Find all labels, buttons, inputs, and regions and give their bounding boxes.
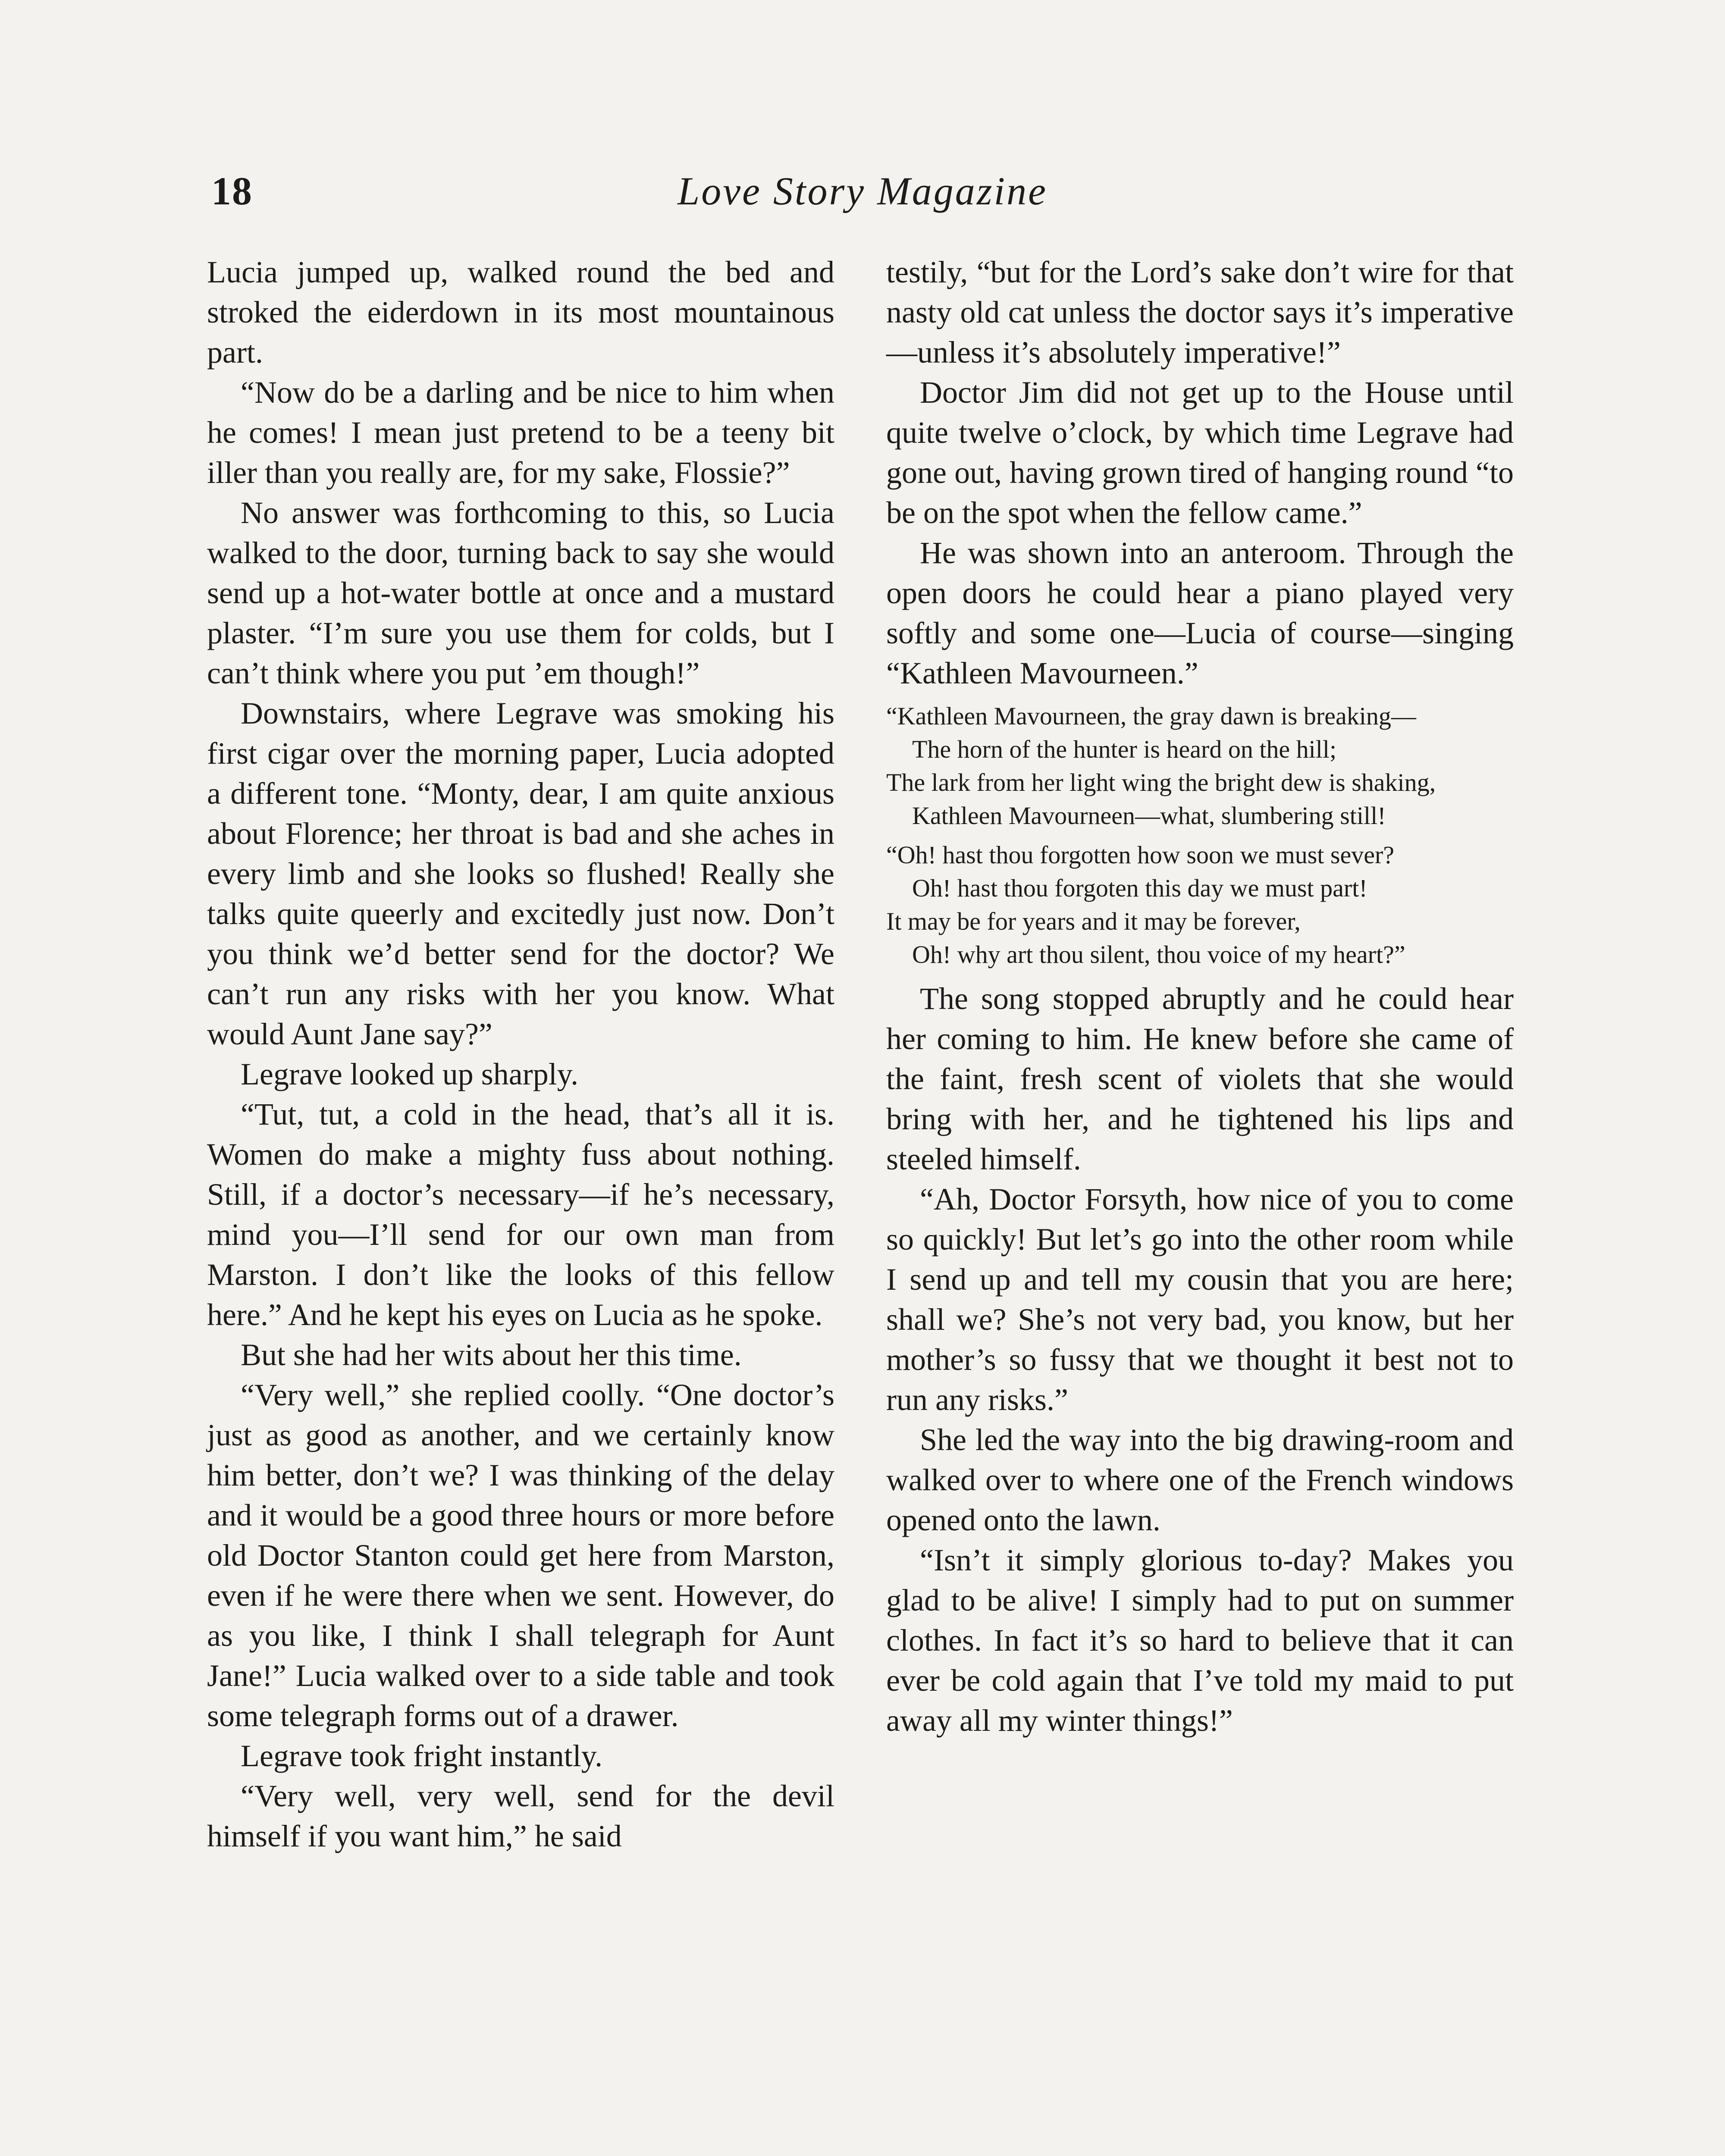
- paragraph: “Isn’t it simply glorious to-day? Makes you glad to be alive! I simply had to put on summer clothes. In fact it’s so hard to believe that it can ever be cold again that I’ve told my maid to put away all my winter things!”: [886, 1543, 1514, 1738]
- right-column: [886, 252, 1514, 1741]
- paragraph: He was shown into an anteroom. Through the open doors he could hear a piano played very softly and some one—Lucia of course—singing “Kathleen Mavourneen.”: [886, 536, 1514, 690]
- magazine-title: Love Story Magazine: [677, 169, 1048, 213]
- verse-line: Oh! hast thou forgoten this day we must part!: [912, 874, 1367, 902]
- verse-line: The horn of the hunter is heard on the hill;: [912, 735, 1337, 763]
- paragraph: Doctor Jim did not get up to the House until quite twelve o’clock, by which time Legrave had gone out, having grown tired of hanging round “to be on the spot when the fellow came.”: [886, 375, 1514, 530]
- paragraph: “Ah, Doctor Forsyth, how nice of you to come so quickly! But let’s go into the other room while I send up and tell my cousin that you are here; shall we? She’s not very bad, you know, but her mother’s so fussy that we thought it best not to run any risks.”: [886, 1182, 1514, 1417]
- paragraph: “Very well,” she replied coolly. “One doctor’s just as good as another, and we certainly know him better, don’t we? I was thinking of the delay and it would be a good three hours or more before old Doctor Stanton could get here from Marston, even if he were there when we sent. However, do as you like, I think I shall telegraph for Aunt Jane!” Lucia walked over to a side table and took some telegraph forms out of a drawer.: [207, 1378, 834, 1733]
- paragraph: Downstairs, where Legrave was smoking his first cigar over the morning paper, Lucia adopted a different tone. “Monty, dear, I am quite anxious about Florence; her throat is bad and she aches in every limb and she looks so flushed! Really she talks quite queerly and excitedly just now. Don’t you think we’d better send for the doctor? We can’t run any risks with her you know. What would Aunt Jane say?”: [207, 696, 834, 1051]
- paragraph: testily, “but for the Lord’s sake don’t wire for that nasty old cat unless the doctor says it’s imperative—unless it’s absolutely imperative!”: [886, 255, 1514, 370]
- verse-line: Kathleen Mavourneen—what, slumbering still!: [912, 802, 1386, 830]
- paragraph: “Now do be a darling and be nice to him when he comes! I mean just pretend to be a teeny bit iller than you really are, for my sake, Flossie?”: [207, 375, 834, 490]
- verse-line: “Kathleen Mavourneen, the gray dawn is breaking—: [886, 702, 1416, 730]
- verse-line: It may be for years and it may be forever,: [886, 907, 1301, 935]
- paragraph: She led the way into the big drawing-room and walked over to where one of the French windows opened onto the lawn.: [886, 1423, 1514, 1537]
- verse-line: “Oh! hast thou forgotten how soon we must sever?: [886, 841, 1395, 869]
- paragraph: Legrave took fright instantly.: [241, 1739, 603, 1773]
- page-number: 18: [211, 169, 253, 213]
- paragraph: “Very well, very well, send for the devil himself if you want him,” he said: [207, 1779, 834, 1853]
- left-column: [207, 252, 834, 1856]
- song-verse: [886, 699, 1514, 971]
- paragraph: “Tut, tut, a cold in the head, that’s all it is. Women do make a mighty fuss about nothing. Still, if a doctor’s necessary—if he’s necessary, mind you—I’ll send for our own man from Marston. I don’t like the looks of this fellow here.” And he kept his eyes on Lucia as he spoke.: [207, 1097, 834, 1332]
- paragraph: Lucia jumped up, walked round the bed and stroked the eiderdown in its most mountainous part.: [207, 255, 834, 370]
- paragraph: Legrave looked up sharply.: [241, 1057, 579, 1091]
- verse-line: Oh! why art thou silent, thou voice of my heart?”: [912, 940, 1405, 968]
- verse-line: The lark from her light wing the bright dew is shaking,: [886, 768, 1436, 796]
- page-header: [207, 168, 1518, 229]
- stanza-gap: [886, 832, 1514, 838]
- right-column-text-after-verse: [886, 979, 1514, 1741]
- paragraph: But she had her wits about her this time.: [241, 1338, 742, 1372]
- right-column-text-before-verse: [886, 252, 1514, 693]
- paragraph: No answer was forthcoming to this, so Lucia walked to the door, turning back to say she would send up a hot-water bottle at once and a mustard plaster. “I’m sure you use them for colds, but I can’t think where you put ’em though!”: [207, 495, 834, 690]
- paragraph: The song stopped abruptly and he could hear her coming to him. He knew before she came of the faint, fresh scent of violets that she would bring with her, and he tightened his lips and steeled himself.: [886, 981, 1514, 1176]
